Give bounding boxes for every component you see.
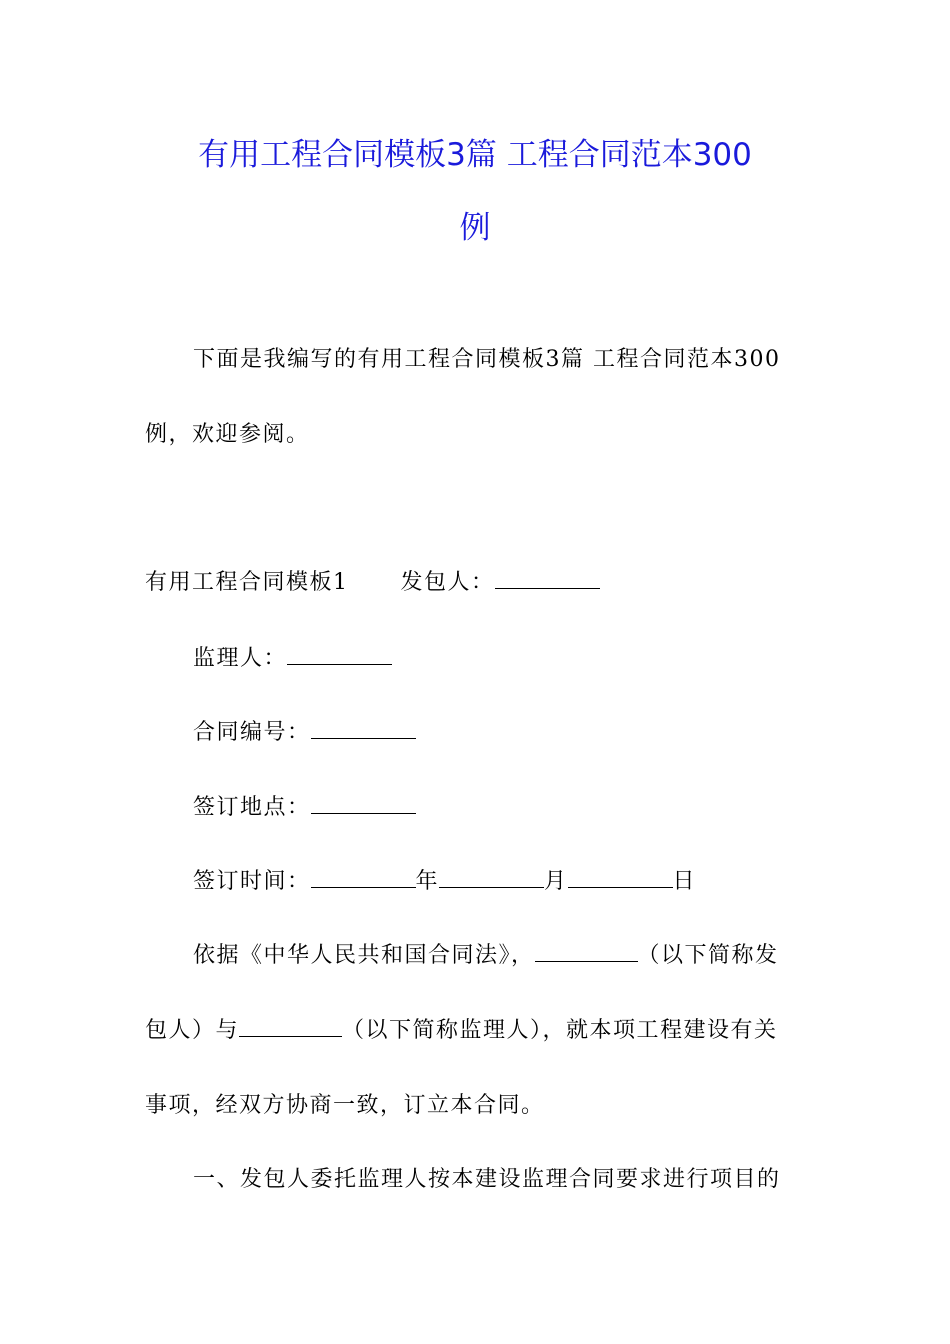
paragraph-1-text-b: （以下简称发 xyxy=(637,943,779,968)
supervisor-name-blank xyxy=(239,1018,342,1037)
paragraph-1-text-a: 依据《中华人民共和国合同法》， xyxy=(193,943,535,968)
employer-blank xyxy=(495,570,600,589)
sign-place-blank xyxy=(311,795,416,814)
sign-place-row xyxy=(193,793,416,823)
intro-line-1: 下面是我编写的有用工程合同模板3篇 工程合同范本300 xyxy=(193,347,781,372)
paragraph-1-text-c: 包人）与 xyxy=(145,1018,240,1043)
clause-1-line-1: 一、发包人委托监理人按本建设监理合同要求进行项目的 xyxy=(193,1167,781,1192)
day-label: 日 xyxy=(672,869,697,894)
paragraph-1-line-2 xyxy=(145,1016,778,1046)
paragraph-1-text-d: （以下简称监理人），就本项工程建设有关 xyxy=(342,1018,778,1043)
supervisor-row xyxy=(193,644,392,674)
document-title-line-2: 例 xyxy=(459,210,491,246)
contract-number-blank xyxy=(311,720,416,739)
employer-label: 发包人： xyxy=(400,570,495,595)
paragraph-1-line-1 xyxy=(193,941,779,971)
year-label: 年 xyxy=(415,869,440,894)
employer-name-blank xyxy=(535,943,638,962)
year-blank xyxy=(311,869,416,888)
sign-place-label: 签订地点： xyxy=(193,795,311,820)
paragraph-1-line-3: 事项，经双方协商一致，订立本合同。 xyxy=(145,1093,545,1118)
day-blank xyxy=(568,869,673,888)
supervisor-blank xyxy=(287,646,392,665)
supervisor-label: 监理人： xyxy=(193,646,288,671)
intro-line-2: 例，欢迎参阅。 xyxy=(145,422,310,447)
template-heading-row xyxy=(145,568,600,598)
document-title-line-1: 有用工程合同模板3篇 工程合同范本300 xyxy=(198,137,752,173)
month-label: 月 xyxy=(544,869,568,894)
template-heading: 有用工程合同模板1 xyxy=(145,570,349,595)
contract-number-row xyxy=(193,718,416,748)
month-blank xyxy=(439,869,544,888)
contract-number-label: 合同编号： xyxy=(193,720,311,745)
sign-time-label: 签订时间： xyxy=(193,869,311,894)
sign-time-row xyxy=(193,867,696,897)
